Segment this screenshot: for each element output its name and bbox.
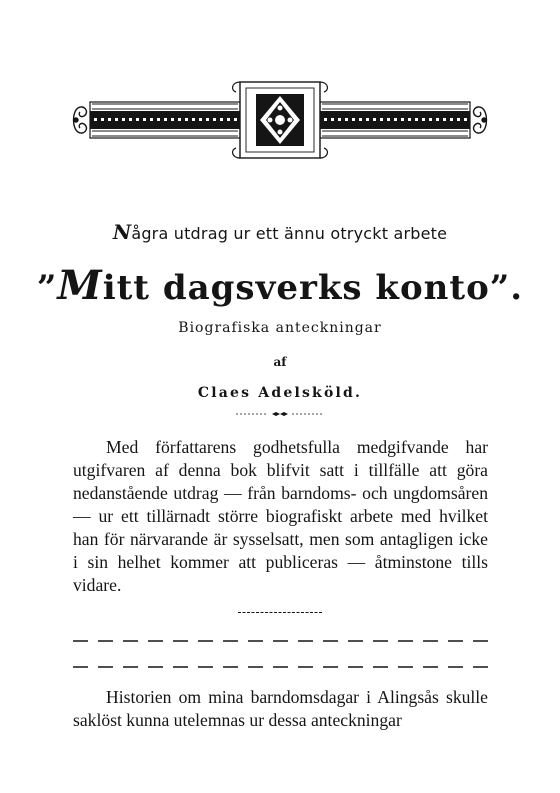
omission-dash-row: [73, 640, 488, 642]
ornamental-divider-icon: [238, 611, 322, 614]
title-open-quote: ”: [36, 268, 58, 308]
pretitle: [0, 220, 560, 244]
author-name: Claes Adelsköld.: [197, 385, 363, 401]
title-initial: M: [57, 262, 103, 309]
body-paragraph-2: Historien om mina barndomsdagar i Alingsås skulle saklöst kunna utelemnas ur dessa anteckningar: [73, 687, 488, 730]
subtitle: Biografiska anteckningar: [178, 320, 382, 336]
main-title: [0, 262, 560, 309]
ornamental-header-band-icon: [70, 78, 490, 162]
byline-af: af: [273, 355, 287, 369]
omission-dash-row: [73, 666, 488, 668]
body-paragraph-1: Med författarens godhetsfulla medgifvande har utgifvaren af denna bok blifvit satt i tillfälle att göra nedanstående utdrag — från barndoms- och ungdomsåren — ur ett tillärnadt större biografiskt arbete med hvilket han för närvarande är sysselsatt, men som antagligen icke i sin helhet kommer att publiceras — åtminstone tills vidare.: [73, 437, 488, 595]
pretitle-initial: N: [112, 220, 132, 244]
title-text: itt dagsverks konto”.: [102, 268, 524, 308]
ornamental-divider-icon: [236, 412, 324, 416]
pretitle-text: ågra utdrag ur ett ännu otryckt arbete: [131, 224, 448, 243]
